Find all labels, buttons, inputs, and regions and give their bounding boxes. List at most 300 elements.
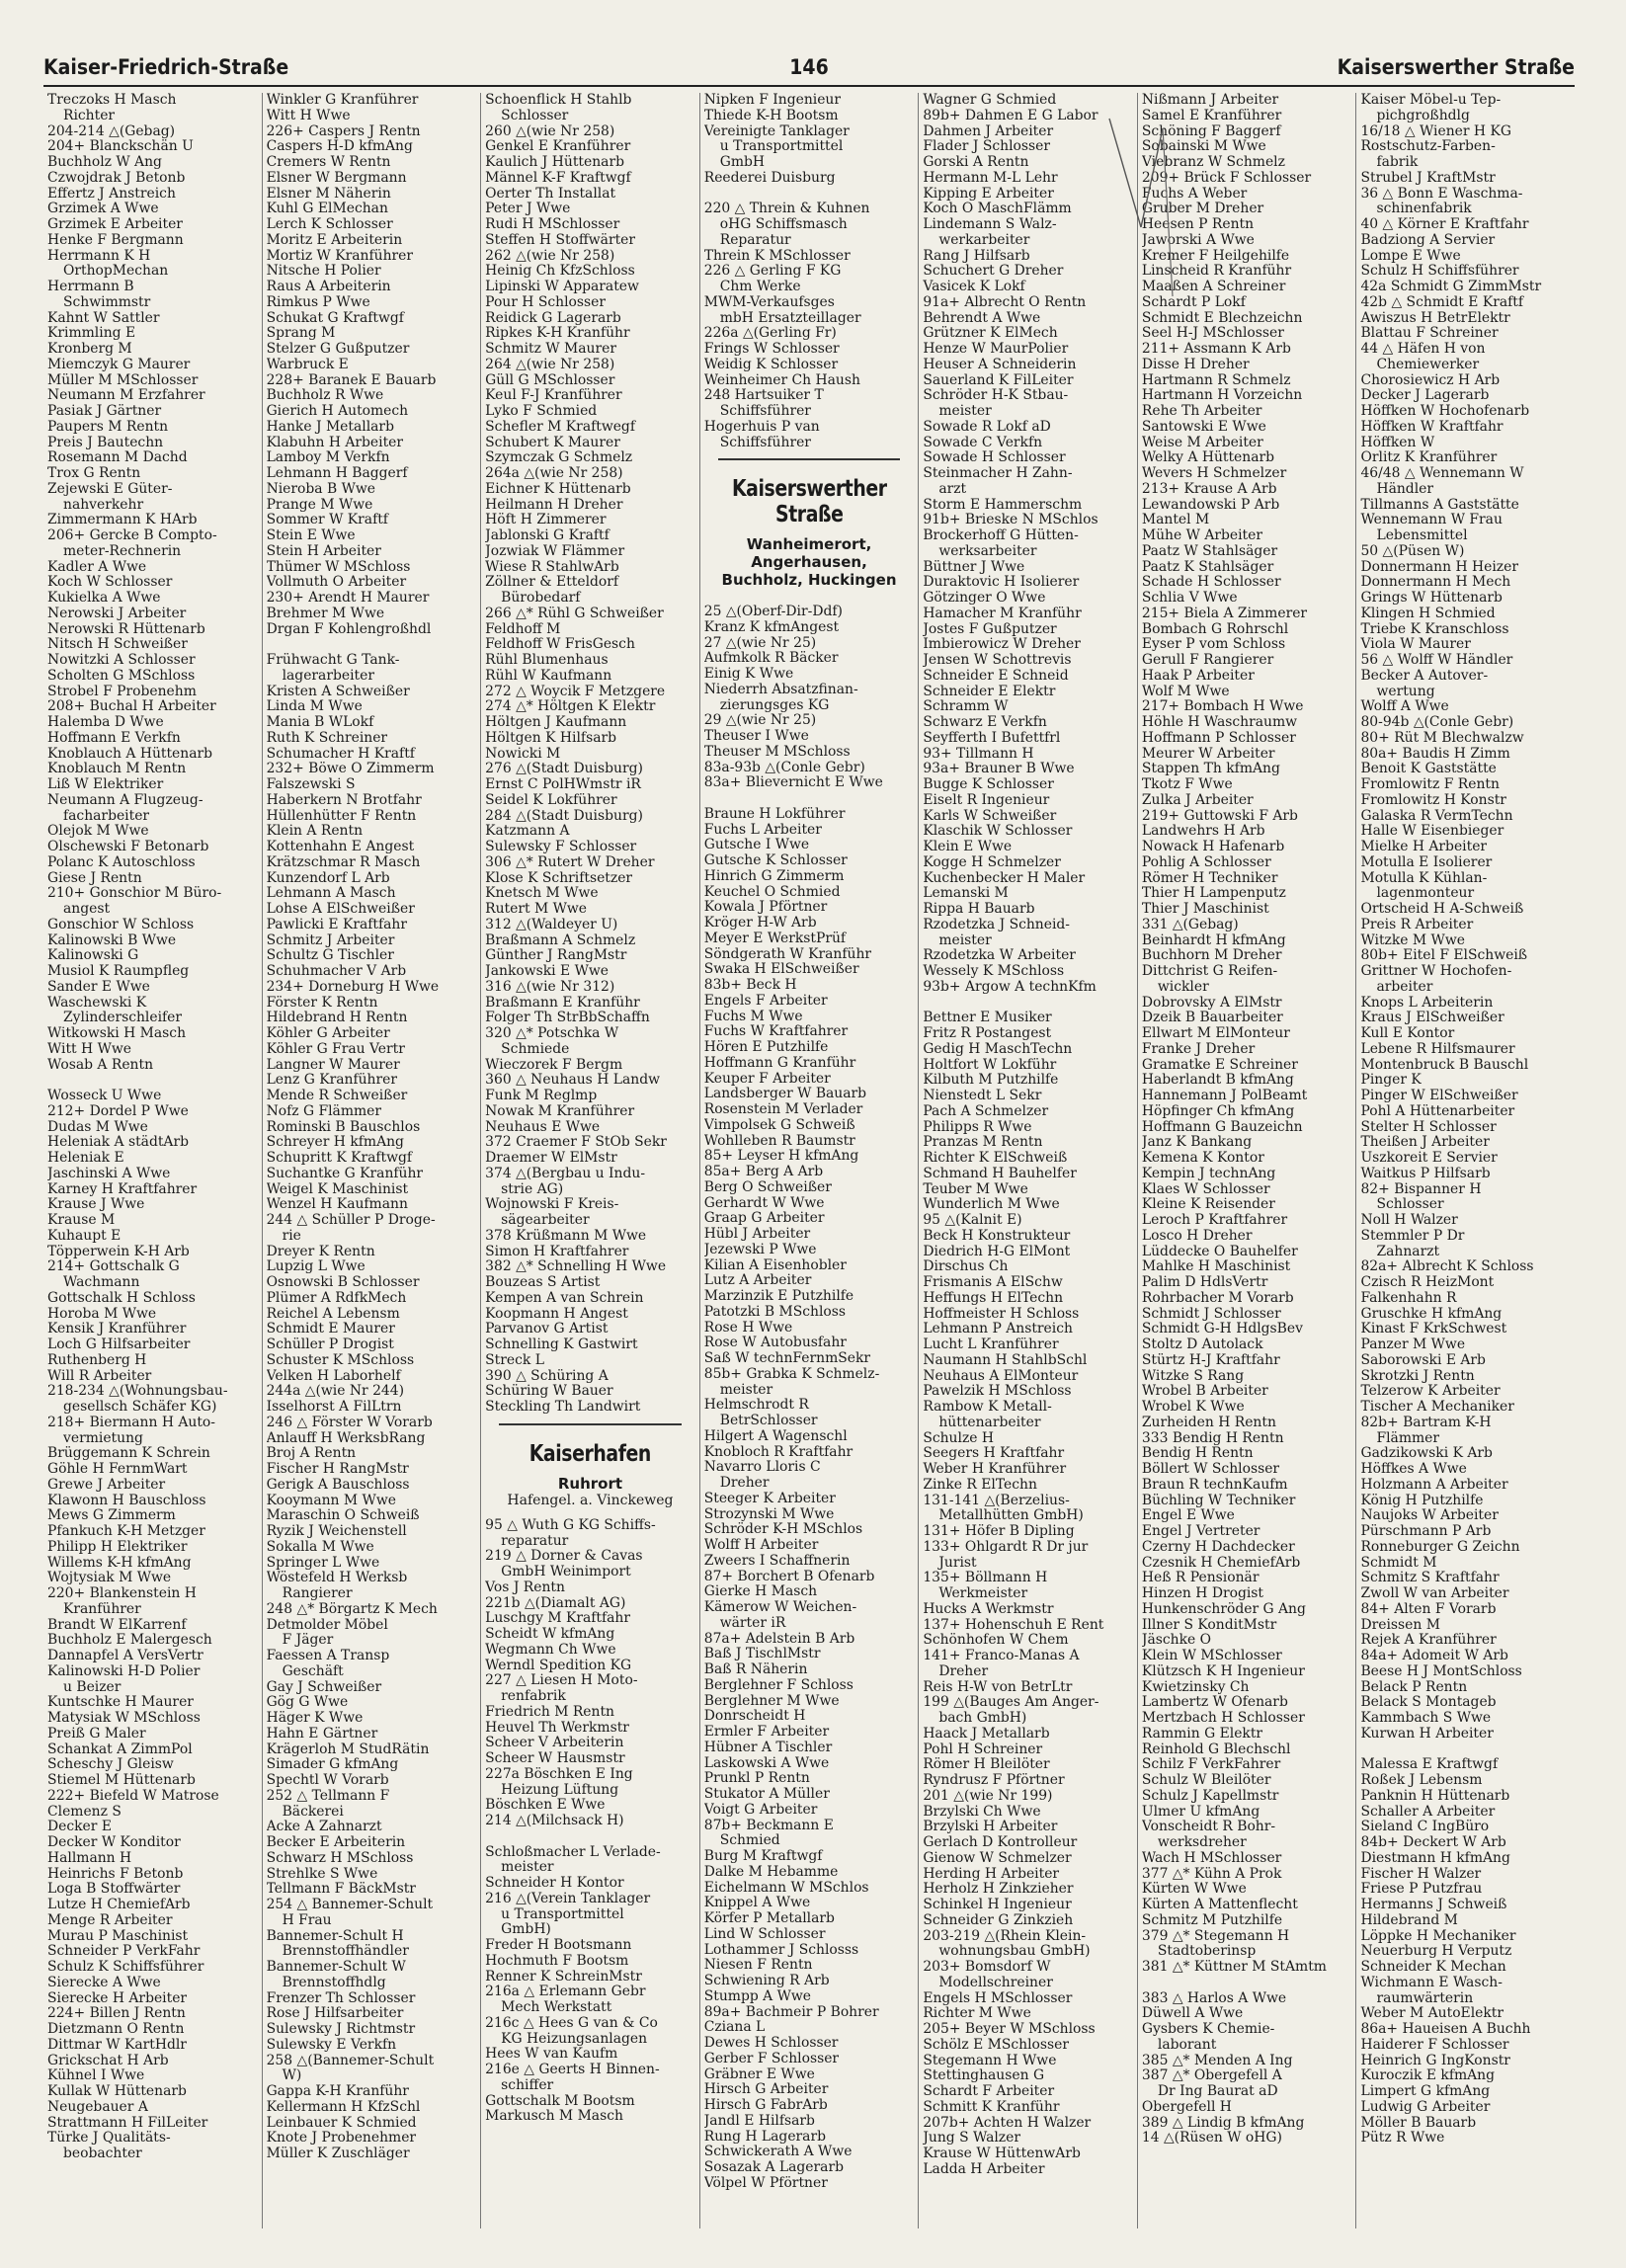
directory-entry xyxy=(267,637,477,653)
directory-entry-continuation: zierungsges KG xyxy=(719,697,830,713)
directory-entry: Lompe E Wwe xyxy=(1360,248,1461,264)
directory-entry: Strehlke S Wwe xyxy=(266,1866,378,1882)
directory-entry: Disse H Dreher xyxy=(1141,357,1250,372)
directory-entry: Rung H Lagerarb xyxy=(703,2129,826,2145)
directory-entry: Bannemer-Schult H xyxy=(266,1928,404,1944)
column-5 xyxy=(918,93,1137,2228)
directory-entry: Kühnel I Wwe xyxy=(47,2068,145,2084)
directory-entry: Höffken W Hochofenarb xyxy=(1360,404,1530,419)
directory-entry: Oerter Th Installat xyxy=(485,186,616,202)
directory-entry: 135+ Böllmann H xyxy=(923,1571,1048,1586)
directory-entry-continuation: Schlosser xyxy=(501,108,569,123)
directory-entry: Jaworski A Wwe xyxy=(1141,232,1255,248)
directory-entry: Nowicki M xyxy=(485,746,561,762)
directory-entry: Gruschke H kfmAng xyxy=(1360,1306,1503,1322)
directory-entry: Graap G Arbeiter xyxy=(703,1211,825,1227)
directory-entry-continuation: vermietung xyxy=(63,1430,143,1446)
directory-entry: Höft H Zimmerer xyxy=(485,513,607,528)
directory-entry: Heleniak E xyxy=(47,1151,124,1166)
directory-entry-continuation: Flämmer xyxy=(1376,1430,1440,1446)
directory-entry: Elsner W Bergmann xyxy=(266,170,407,186)
directory-entry: Hanke J Metallarb xyxy=(266,419,394,435)
directory-entry: Mantel M xyxy=(1141,513,1210,528)
directory-entry: Rehe Th Arbeiter xyxy=(1141,404,1262,419)
directory-entry: Thier H Lampenputz xyxy=(1141,886,1286,902)
directory-entry: Kuchenbecker H Maler xyxy=(923,870,1086,886)
directory-entry: Hübner A Tischler xyxy=(703,1740,833,1755)
directory-entry: Becker E Arbeiterin xyxy=(266,1835,406,1850)
directory-entry: Witt H Wwe xyxy=(266,108,351,123)
directory-entry: Tillmanns A Gaststätte xyxy=(1360,497,1519,513)
directory-entry: Zejewski E Güter- xyxy=(47,481,173,497)
directory-entry: Decker E xyxy=(47,1820,112,1835)
directory-entry: Ludwig G Arbeiter xyxy=(1360,2099,1491,2115)
directory-entry: Decker W Konditor xyxy=(47,1835,181,1850)
directory-entry: Murau P Maschinist xyxy=(47,1928,189,1944)
directory-entry: Haberlandt B kfmAng xyxy=(1141,1073,1294,1089)
directory-entry: 264 △(wie Nr 258) xyxy=(485,357,615,372)
directory-entry-continuation: Dreher xyxy=(719,1476,770,1491)
directory-entry: Höltgen K Hilfsarb xyxy=(485,730,617,746)
directory-entry: Jäschke O xyxy=(1141,1633,1212,1649)
directory-entry: Czesnik H ChemiefArb xyxy=(1141,1555,1301,1571)
page-number: 146 xyxy=(789,55,829,79)
directory-entry: Lupzig L Wwe xyxy=(266,1259,366,1275)
directory-entry: Szymczak G Schmelz xyxy=(485,450,633,466)
directory-entry-continuation: arzt xyxy=(938,481,967,497)
directory-entry: Rose J Hilfsarbeiter xyxy=(266,2006,404,2022)
directory-entry: Weigel K Maschinist xyxy=(266,1181,409,1197)
directory-entry: Gedig H MaschTechn xyxy=(923,1041,1073,1057)
directory-entry: Uszkoreit E Servier xyxy=(1360,1151,1498,1166)
directory-entry: Knobloch R Kraftfahr xyxy=(703,1444,854,1460)
directory-entry: 218-234 △(Wohnungsbau- xyxy=(47,1384,228,1400)
directory-entry: Henke F Bergmann xyxy=(47,232,184,248)
directory-entry: Schmitz J Arbeiter xyxy=(266,932,395,948)
directory-entry: Malessa E Kraftwgf xyxy=(1360,1757,1499,1773)
directory-entry: Welky A Hüttenarb xyxy=(1141,450,1275,466)
directory-entry: Klein A Rentn xyxy=(266,824,364,840)
directory-entry: Heß R Pensionär xyxy=(1141,1571,1260,1586)
directory-entry: Fuchs L Arbeiter xyxy=(703,822,822,838)
directory-entry: Gutsche K Schlosser xyxy=(703,853,848,868)
street-heading: Kaiserswerther Straße xyxy=(731,476,887,528)
directory-entry: Lind W Schlosser xyxy=(703,1926,826,1942)
directory-entry: 381 △* Küttner M StAmtm xyxy=(1141,1960,1327,1975)
directory-entry: Heleniak A städtArb xyxy=(47,1135,189,1151)
directory-entry: Gög G Wwe xyxy=(266,1695,349,1711)
directory-entry: Hermann M-L Lehr xyxy=(923,170,1058,186)
directory-entry: Rang J Hilfsarb xyxy=(923,248,1030,264)
directory-entry: Vonscheidt R Bohr- xyxy=(1141,1820,1276,1835)
directory-entry: Miemczyk G Maurer xyxy=(47,357,191,372)
directory-entry: Vimpolsek G Schweiß xyxy=(703,1117,855,1133)
directory-entry: Landsberger W Bauarb xyxy=(703,1087,867,1102)
directory-entry: Winkler G Kranführer xyxy=(266,93,419,108)
directory-entry-continuation: Richter xyxy=(63,108,116,123)
directory-entry-continuation: pichgroßhdlg xyxy=(1376,108,1470,123)
directory-entry-continuation: Schlosser xyxy=(1376,1197,1444,1213)
directory-entry: Patotzki B MSchloss xyxy=(703,1304,847,1320)
directory-entry: 248 Hartsuiker T xyxy=(703,388,824,404)
directory-entry: Zwoll W van Arbeiter xyxy=(1360,1586,1509,1601)
directory-entry: Holzmann A Arbeiter xyxy=(1360,1477,1508,1493)
directory-entry: Grickschat H Arb xyxy=(47,2053,169,2068)
directory-entry: Kwietzinsky Ch xyxy=(1141,1679,1250,1695)
directory-entry: Wieczorek F Bergm xyxy=(485,1057,623,1073)
directory-entry: Montenbruck B Bauschl xyxy=(1360,1057,1529,1073)
directory-entry: Panzer M Wwe xyxy=(1360,1337,1466,1352)
directory-entry: Witkowski H Masch xyxy=(47,1026,187,1041)
directory-entry: Falkenhahn R xyxy=(1360,1290,1457,1306)
directory-entry: Höltgen J Kaufmann xyxy=(485,715,627,730)
directory-entry: Braßmann A Schmelz xyxy=(485,932,636,948)
directory-entry: Gerlach D Kontrolleur xyxy=(923,1835,1078,1850)
directory-entry: 246 △ Förster W Vorarb xyxy=(266,1415,433,1430)
directory-entry: Dittmar W KartHdlr xyxy=(47,2037,187,2053)
directory-entry: 227 △ Liesen H Moto- xyxy=(485,1673,638,1689)
column-6 xyxy=(1137,93,1356,2228)
directory-entry: Büttner J Wwe xyxy=(923,559,1025,575)
directory-entry: Lucht L Kranführer xyxy=(923,1337,1059,1352)
directory-entry: Brockerhoff G Hütten- xyxy=(923,528,1079,543)
directory-entry: Schmitt K Kranführ xyxy=(923,2099,1060,2115)
directory-entry: Funk M Reglmp xyxy=(485,1089,598,1103)
directory-entry: Vos J Rentn xyxy=(485,1580,565,1595)
directory-entry: Wach H MSchlosser xyxy=(1141,1850,1282,1866)
directory-entry: Lenz G Kranführer xyxy=(266,1073,397,1089)
directory-entry: Frings W Schlosser xyxy=(703,342,840,357)
directory-entry: Wenzel H Kaufmann xyxy=(266,1197,408,1213)
directory-entry-continuation: Chm Werke xyxy=(719,280,801,294)
directory-entry: Frismanis A ElSchw xyxy=(923,1275,1063,1290)
directory-entry: Cremers W Rentn xyxy=(266,155,391,170)
directory-entry-continuation: meister xyxy=(501,1860,554,1876)
directory-entry-continuation: oHG Schiffsmasch xyxy=(719,217,848,232)
directory-entry: Wohlleben R Baumstr xyxy=(703,1133,855,1149)
directory-entry: Kammbach S Wwe xyxy=(1360,1711,1492,1726)
directory-entry: Neuhaus A ElMonteur xyxy=(923,1368,1079,1384)
directory-entry: Schmidt M xyxy=(1360,1555,1437,1571)
directory-entry: Langner W Maurer xyxy=(266,1057,400,1073)
directory-entry: 226a △(Gerling Fr) xyxy=(703,326,837,342)
directory-entry: Grzimek A Wwe xyxy=(47,202,159,217)
directory-entry: Niederrh Absatzfinan- xyxy=(703,682,858,697)
directory-entry: 85b+ Grabka K Schmelz- xyxy=(703,1366,880,1382)
directory-entry: Halle W Eisenbieger xyxy=(1360,824,1504,840)
directory-entry: 80-94b △(Conle Gebr) xyxy=(1360,715,1514,730)
directory-entry: Dirschus Ch xyxy=(923,1259,1009,1275)
directory-entry: Kuntschke H Maurer xyxy=(47,1695,194,1711)
page-header xyxy=(43,55,1575,85)
directory-entry: Müller M MSchlosser xyxy=(47,372,199,388)
directory-entry: Loga B Stoffwärter xyxy=(47,1882,181,1898)
column-2 xyxy=(262,93,481,2228)
directory-entry: Scheer W Hausmstr xyxy=(485,1751,625,1766)
directory-entry: Swaka H ElSchweißer xyxy=(703,962,859,978)
directory-entry: Panknin H Hüttenarb xyxy=(1360,1788,1510,1804)
directory-entry: Schumacher H Kraftf xyxy=(266,746,415,762)
directory-entry: Frenzer Th Schlosser xyxy=(266,1990,416,2006)
directory-entry-continuation: Modellschreiner xyxy=(938,1975,1053,1990)
directory-entry-continuation: reparatur xyxy=(501,1533,569,1549)
directory-entry: Schuchert G Dreher xyxy=(923,264,1064,280)
directory-entry: Behrendt A Wwe xyxy=(923,310,1041,326)
directory-entry: Rose W Autobusfahr xyxy=(703,1336,847,1351)
directory-entry: Viola W Maurer xyxy=(1360,637,1471,653)
directory-entry: Frühwacht G Tank- xyxy=(266,653,400,668)
directory-entry: Theuser M MSchloss xyxy=(703,744,851,760)
directory-entry: Rühl W Kaufmann xyxy=(485,668,612,684)
directory-entry: Gerigk A Bauschloss xyxy=(266,1477,410,1493)
directory-entry: Vereinigte Tanklager xyxy=(703,123,850,139)
directory-entry: Wagner G Schmied xyxy=(923,93,1057,108)
directory-entry: Waitkus P Hilfsarb xyxy=(1360,1166,1491,1181)
directory-entry: Jostes F Gußputzer xyxy=(923,621,1057,637)
directory-entry: Förster K Rentn xyxy=(266,995,378,1011)
directory-entry: Rühl Blumenhaus xyxy=(485,653,609,668)
directory-entry-continuation: u Transportmittel xyxy=(501,1906,624,1922)
directory-entry: Sokalla M Wwe xyxy=(266,1539,374,1555)
directory-entry: Polanc K Autoschloss xyxy=(47,854,196,870)
section-rule xyxy=(499,1423,682,1425)
directory-entry: Wöstefeld H Werksb xyxy=(266,1571,408,1586)
directory-entry: Kadler A Wwe xyxy=(47,559,147,575)
directory-entry: Heilmann H Dreher xyxy=(485,497,623,513)
directory-entry: Streck L xyxy=(485,1352,544,1368)
directory-entry: Thiede K-H Bootsm xyxy=(703,108,839,123)
directory-entry: Theißen J Arbeiter xyxy=(1360,1135,1490,1151)
section-rule xyxy=(718,458,901,460)
directory-entry: Seel H-J MSchlosser xyxy=(1141,326,1284,342)
directory-entry: 83b+ Beck H xyxy=(703,978,797,993)
directory-entry: Olschewski F Betonarb xyxy=(47,840,209,854)
directory-entry: Bendig H Rentn xyxy=(1141,1446,1254,1462)
directory-entry: Haack J Metallarb xyxy=(923,1726,1050,1742)
directory-entry: 234+ Dorneburg H Wwe xyxy=(266,979,440,995)
directory-entry-continuation: Rangierer xyxy=(282,1586,353,1601)
directory-entry-continuation: meister xyxy=(938,404,992,419)
directory-entry: 221b △(Diamalt AG) xyxy=(485,1595,626,1611)
directory-entry: Sierecke H Arbeiter xyxy=(47,1990,188,2006)
directory-entry: Möller B Bauarb xyxy=(1360,2115,1477,2131)
directory-entry: Nowak M Kranführer xyxy=(485,1103,635,1119)
directory-entry: Dobrovsky A ElMstr xyxy=(1141,995,1282,1011)
directory-entry: Kalinowski H-D Polier xyxy=(47,1663,201,1679)
directory-entry: Kurwan H Arbeiter xyxy=(1360,1726,1494,1742)
directory-entry xyxy=(704,791,915,807)
directory-entry: 82a+ Albrecht K Schloss xyxy=(1360,1259,1534,1275)
directory-entry: 93+ Tillmann H xyxy=(923,746,1034,762)
directory-entry: Rammin G Elektr xyxy=(1141,1726,1263,1742)
directory-entry: 216e △ Geerts H Binnen- xyxy=(485,2063,660,2077)
directory-entry: Stürtz H-J Kraftfahr xyxy=(1141,1352,1280,1368)
directory-entry: Braune H Lokführer xyxy=(703,806,846,822)
directory-entry: Ryndrusz F Pförtner xyxy=(923,1773,1065,1788)
column-7 xyxy=(1355,93,1575,2228)
directory-entry: Zinke R ElTechn xyxy=(923,1477,1037,1493)
directory-entry-continuation: rie xyxy=(282,1228,301,1244)
directory-entry: Linda M Wwe xyxy=(266,699,363,715)
directory-entry: Schmidt J Schlosser xyxy=(1141,1306,1281,1322)
directory-entry: 224+ Billen J Rentn xyxy=(47,2006,186,2022)
directory-entry: Genkel E Kranführer xyxy=(485,139,631,155)
directory-entry: Schmidt E Blechzeichn xyxy=(1141,310,1303,326)
directory-entry: Nißmann J Arbeiter xyxy=(1141,93,1279,108)
directory-entry: Maaßen A Schreiner xyxy=(1141,280,1286,294)
directory-entry: Wolff H Arbeiter xyxy=(703,1538,819,1553)
directory-entry: Heinig Ch KfzSchloss xyxy=(485,264,635,280)
directory-entry: Zulka J Arbeiter xyxy=(1141,792,1254,808)
directory-entry: 374 △(Bergbau u Indu- xyxy=(485,1166,646,1181)
directory-entry: Gierke H Masch xyxy=(703,1584,818,1600)
directory-entry: Hoffmann G Bauzeichn xyxy=(1141,1119,1303,1135)
directory-entry: Moritz E Arbeiterin xyxy=(266,232,403,248)
directory-entry: Czerny H Dachdecker xyxy=(1141,1539,1295,1555)
directory-entry: 211+ Assmann K Arb xyxy=(1141,342,1291,357)
directory-entry: Rosenstein M Verlader xyxy=(703,1102,863,1117)
directory-entry: Gerhardt W Wwe xyxy=(703,1195,825,1211)
directory-entry: Plümer A RdfkMech xyxy=(266,1290,407,1306)
directory-entry: Peter J Wwe xyxy=(485,202,571,217)
directory-entry: Hermanns J Schweiß xyxy=(1360,1898,1507,1912)
directory-entry: Neuerburg H Verputz xyxy=(1360,1944,1512,1960)
directory-entry: Stukator A Müller xyxy=(703,1787,830,1802)
directory-entry: Richter K ElSchweiß xyxy=(923,1151,1068,1166)
directory-entry: Schönhofen W Chem xyxy=(923,1633,1069,1649)
directory-entry: 266 △* Rühl G Schweißer xyxy=(485,606,664,621)
directory-entry: Heuvel Th Werkmstr xyxy=(485,1720,629,1736)
directory-entry: Leinbauer K Schmied xyxy=(266,2115,417,2131)
directory-entry: Mahlke H Maschinist xyxy=(1141,1259,1291,1275)
directory-entry: Pinger K xyxy=(1360,1073,1422,1089)
directory-entry: Lemanski M xyxy=(923,886,1009,902)
directory-entry: Herrmann B xyxy=(47,280,134,294)
directory-entry-continuation: sägearbeiter xyxy=(501,1213,590,1228)
directory-entry: Steinmacher H Zahn- xyxy=(923,466,1073,481)
directory-entry: Belack P Rentn xyxy=(1360,1679,1468,1695)
directory-entry: Navarro Lloris C xyxy=(703,1460,821,1476)
directory-entry: Kremer F Heilgehilfe xyxy=(1141,248,1290,264)
directory-entry-continuation: Dr Ing Baurat aD xyxy=(1157,2084,1278,2099)
directory-entry: Nowack H Hafenarb xyxy=(1141,840,1285,854)
directory-entry: Schüring W Bauer xyxy=(485,1384,613,1400)
directory-entry-continuation: Heizung Lüftung xyxy=(501,1782,619,1798)
column-1 xyxy=(43,93,262,2228)
directory-entry: Wolf M Wwe xyxy=(1141,684,1230,699)
directory-entry: 316 △(wie Nr 312) xyxy=(485,979,615,995)
directory-entry: Motulla E Isolierer xyxy=(1360,854,1493,870)
directory-entry: Meurer W Arbeiter xyxy=(1141,746,1275,762)
directory-entry: 272 △ Woycik F Metzgere xyxy=(485,684,666,699)
directory-entry-continuation: Bürobedarf xyxy=(501,591,581,606)
directory-entry: Klose K Schriftsetzer xyxy=(485,870,633,886)
directory-entry: Kaiser Möbel-u Tep- xyxy=(1360,93,1502,108)
directory-entry: Seidel K Lokführer xyxy=(485,792,617,808)
directory-entry: Neumann M Erzfahrer xyxy=(47,388,205,404)
directory-entry: Stappen Th kfmAng xyxy=(1141,762,1280,777)
directory-entry: Stein E Wwe xyxy=(266,528,356,543)
directory-entry: Pohl H Schreiner xyxy=(923,1742,1043,1757)
directory-entry: 220 △ Threin & Kuhnen xyxy=(703,202,870,217)
directory-entry: Schulz H Schiffsführer xyxy=(1360,264,1519,280)
directory-entry: Brzylski Ch Wwe xyxy=(923,1804,1041,1820)
directory-entry xyxy=(923,996,1133,1012)
directory-entry: Ruthenberg H xyxy=(47,1352,147,1368)
directory-entry: Krause J Wwe xyxy=(47,1197,145,1213)
directory-entry: Klein E Wwe xyxy=(923,840,1013,854)
directory-entry: Lothammer J Schlosss xyxy=(703,1942,859,1958)
directory-entry: 252 △ Tellmann F xyxy=(266,1788,390,1804)
directory-entry: Paupers M Rentn xyxy=(47,419,169,435)
directory-entry-continuation: Reparatur xyxy=(719,232,791,248)
directory-entry: Roßek J Lebensm xyxy=(1360,1773,1483,1788)
directory-entry: Pfankuch K-H Metzger xyxy=(47,1524,205,1539)
directory-entry: Buchholz E Malergesch xyxy=(47,1633,212,1649)
directory-entry: Gay J Schweißer xyxy=(266,1679,382,1695)
directory-entry: Köhler G Arbeiter xyxy=(266,1026,390,1041)
directory-entry: Kürten W Wwe xyxy=(1141,1882,1247,1898)
directory-entry: Ernst C PolHWmstr iR xyxy=(485,777,641,792)
directory-entry: Schulz J Kapellmstr xyxy=(1141,1788,1279,1804)
directory-entry: Musiol K Raumpfleg xyxy=(47,964,190,979)
directory-entry: Brzylski H Arbeiter xyxy=(923,1820,1058,1835)
directory-entry: Krause W HüttenwArb xyxy=(923,2146,1081,2161)
directory-entry: 82b+ Bartram K-H xyxy=(1360,1415,1492,1430)
directory-entry: 208+ Buchal H Arbeiter xyxy=(47,699,216,715)
directory-entry: Loch G Hilfsarbeiter xyxy=(47,1337,191,1352)
directory-entry: 44 △ Häfen H von xyxy=(1360,342,1486,357)
directory-entry: 262 △(wie Nr 258) xyxy=(485,248,615,264)
directory-entry: Vollmuth O Arbeiter xyxy=(266,575,407,591)
directory-entry: Lambertz W Ofenarb xyxy=(1141,1695,1288,1711)
directory-entry: 141+ Franco-Manas A xyxy=(923,1649,1080,1663)
directory-entry: Thümer W MSchloss xyxy=(266,559,411,575)
header-rule xyxy=(43,85,1575,87)
directory-entry: Broj A Rentn xyxy=(266,1446,357,1462)
directory-entry: Ripkes K-H Kranführ xyxy=(485,326,630,342)
directory-entry: Dewes H Schlosser xyxy=(703,2036,839,2051)
directory-entry: Bugge K Schlosser xyxy=(923,777,1054,792)
directory-entry: Nofz G Flämmer xyxy=(266,1103,382,1119)
directory-entry: 93b+ Argow A technKfm xyxy=(923,979,1097,995)
directory-entry: Dahmen J Arbeiter xyxy=(923,123,1054,139)
directory-entry: Wojnowski F Kreis- xyxy=(485,1197,619,1213)
directory-entry: 27 △(wie Nr 25) xyxy=(703,635,817,651)
directory-entry: 83a+ Blievernicht E Wwe xyxy=(703,775,883,791)
directory-entry: 84+ Alten F Vorarb xyxy=(1360,1601,1497,1617)
directory-entry: Höffken W Kraftfahr xyxy=(1360,419,1504,435)
directory-entry: Herrmann K H xyxy=(47,248,151,264)
directory-entry: Knetsch M Wwe xyxy=(485,886,599,902)
directory-entry: Wrobel B Arbeiter xyxy=(1141,1384,1268,1400)
directory-entry: 133+ Ohlgardt R Dr jur xyxy=(923,1539,1089,1555)
directory-entry: 87+ Borchert B Ofenarb xyxy=(703,1569,875,1584)
directory-entry: Haak P Arbeiter xyxy=(1141,668,1255,684)
directory-entry: Noll H Walzer xyxy=(1360,1213,1458,1228)
directory-entry: Telzerow K Arbeiter xyxy=(1360,1384,1501,1400)
directory-entry: Beese H J MontSchloss xyxy=(1360,1663,1522,1679)
location-note: Hafengel. a. Vinckeweg xyxy=(507,1492,674,1508)
directory-entry: Lindemann S Walz- xyxy=(923,217,1057,232)
directory-entry xyxy=(47,1073,258,1089)
directory-entry-continuation: Brennstoffhdlg xyxy=(282,1975,386,1990)
directory-entry: Kogge H Schmelzer xyxy=(923,854,1061,870)
directory-entry: 29 △(wie Nr 25) xyxy=(703,713,817,729)
directory-entry: Diedrich H-G ElMont xyxy=(923,1244,1071,1259)
directory-entry: 219+ Guttowski F Arb xyxy=(1141,808,1298,824)
directory-entry: Kranz K kfmAngest xyxy=(703,619,840,635)
